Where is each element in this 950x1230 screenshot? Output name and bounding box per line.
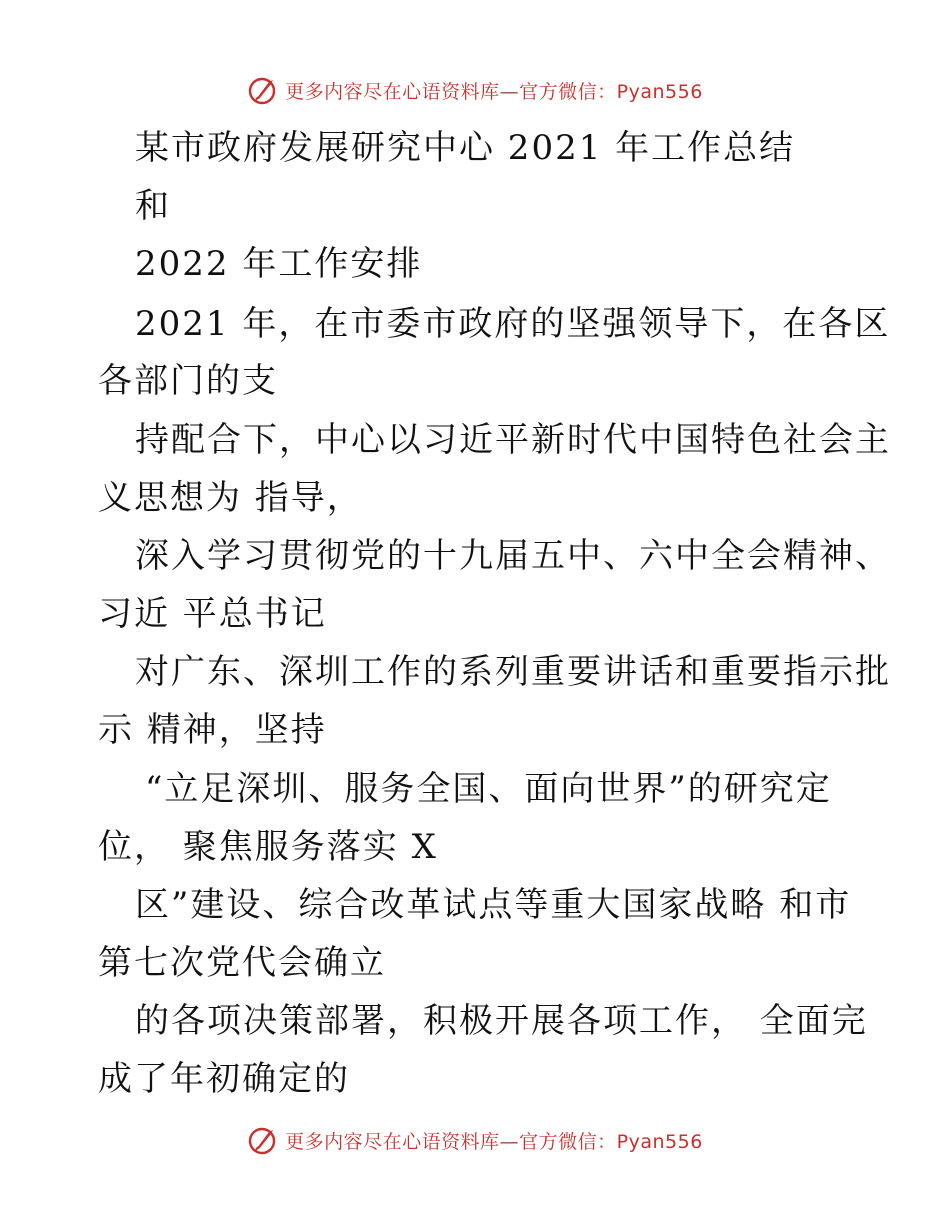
paragraph-line: 成了年初确定的	[98, 1059, 350, 1099]
banner-separator: —	[499, 80, 520, 103]
banner-separator: —	[499, 1130, 520, 1153]
quill-pen-logo-icon	[247, 1124, 279, 1156]
document-title-line-1: 某市政府发展研究中心 2021 年工作总结	[135, 128, 796, 168]
document-title-line-2: 和	[135, 186, 171, 226]
paragraph-line: 第七次党代会确立	[98, 943, 386, 983]
header-banner	[0, 70, 950, 110]
paragraph-line: 位， 聚焦服务落实 X	[98, 827, 438, 867]
paragraph-line: 深入学习贯彻党的十九届五中、六中全会精神、	[135, 536, 891, 576]
quill-pen-logo-icon	[247, 74, 279, 106]
paragraph-line: 持配合下，中心以习近平新时代中国特色社会主	[135, 420, 891, 460]
banner-text	[285, 77, 703, 104]
paragraph-line: 对广东、深圳工作的系列重要讲话和重要指示批	[135, 652, 891, 692]
banner-content	[247, 1124, 703, 1156]
paragraph-line: 的各项决策部署，积极开展各项工作， 全面完	[135, 1001, 868, 1041]
paragraph-line: 示 精神，坚持	[98, 710, 327, 750]
paragraph-line: 2021 年，在市委市政府的坚强领导下，在各区	[135, 304, 891, 344]
paragraph-line: “立足深圳、服务全国、面向世界”的研究定	[145, 769, 832, 809]
paragraph-line: 各部门的支	[98, 361, 278, 401]
paragraph-line: 区”建设、综合改革试点等重大国家战略 和市	[135, 885, 852, 925]
banner-wechat-text: 官方微信：Pyan556	[519, 1130, 703, 1153]
banner-text	[285, 1127, 703, 1154]
paragraph-line: 习近 平总书记	[98, 594, 327, 634]
banner-wechat-text: 官方微信：Pyan556	[519, 80, 703, 103]
banner-site-text: 更多内容尽在心语资料库	[285, 80, 500, 103]
document-title-line-3: 2022 年工作安排	[135, 244, 423, 284]
banner-content	[247, 74, 703, 106]
paragraph-line: 义思想为 指导，	[98, 478, 363, 518]
footer-banner	[0, 1120, 950, 1160]
banner-site-text: 更多内容尽在心语资料库	[285, 1130, 500, 1153]
